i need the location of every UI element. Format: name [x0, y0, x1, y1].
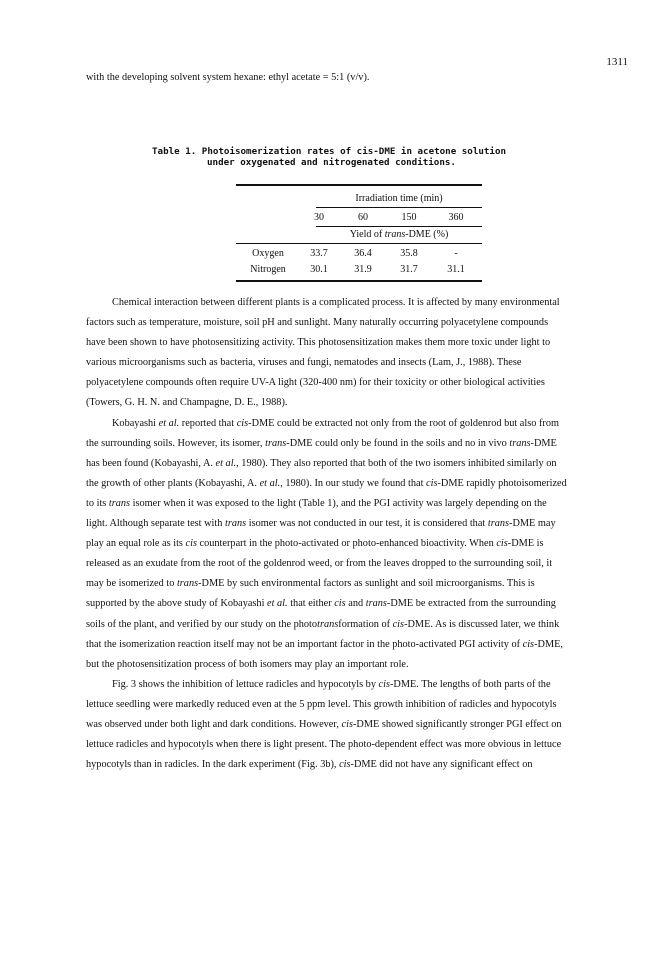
text-line: the growth of other plants (Kobayashi, A. et al., 1980). In our study we found that cis-DME rapidly photoisomerized [86, 477, 567, 489]
table-cell: 31.1 [447, 264, 465, 275]
table-cell: 31.9 [354, 264, 372, 275]
table-caption [152, 146, 552, 168]
text-line: play an equal role as its cis counterpart in the photo-activated or photo-enhanced bioactivity. When cis-DME is [86, 538, 544, 550]
paragraph-2 [86, 414, 626, 675]
table-cell: 36.4 [354, 248, 372, 259]
page-number: 1311 [606, 56, 628, 68]
text-line: Fig. 3 shows the inhibition of lettuce radicles and hypocotyls by cis-DME. The lengths of both parts of the [112, 678, 551, 690]
text-line: supported by the above study of Kobayashi et al. that either cis and trans-DME be extracted from the surrounding [86, 598, 556, 610]
text-line: released as an exudate from the root of the goldenrod weed, or from the leaves dropped to the surrounding soil, it [86, 558, 553, 570]
text-line: the surrounding soils. However, its isomer, trans-DME could only be found in the soils and no in vivo trans-DME [86, 437, 557, 449]
table-middle-rule [236, 243, 482, 244]
table-caption-line-1: Table 1. Photoisomerization rates of cis-DME in acetone solution [152, 146, 507, 157]
text-line: may be isomerized to trans-DME by such environmental factors as sunlight and soil microorganisms. This is [86, 578, 535, 590]
body-text [86, 293, 626, 775]
table-top-rule [236, 184, 482, 186]
table-spanner-rule [316, 207, 482, 208]
table-header-time: 30 [314, 212, 324, 223]
intro-line: with the developing solvent system hexane: ethyl acetate = 5:1 (v/v). [86, 72, 370, 83]
table-cell: 35.8 [400, 248, 418, 259]
table-row-label: Nitrogen [250, 264, 286, 275]
table-yield-label: Yield of trans-DME (%) [349, 229, 449, 240]
paragraph-1 [86, 293, 626, 414]
text-line: Chemical interaction between different plants is a complicated process. It is affected by many environmental [112, 297, 560, 308]
table-header-rule [316, 226, 482, 227]
text-line: to its trans isomer when it was exposed to the light (Table 1), and the PGI activity was largely depending on the [86, 497, 547, 509]
text-line: light. Although separate test with trans isomer was not conducted in our test, it is considered that trans-DME may [86, 518, 556, 530]
text-line: polyacetylene compounds often require UV-A light (320-400 nm) for their toxicity or other biological activities [86, 377, 545, 389]
table-header-time: 60 [358, 212, 368, 223]
text-line: factors such as temperature, moisture, soil pH and sunlight. Many naturally occurring polyacetylene compounds [86, 317, 549, 329]
text-line: lettuce seedling were markedly reduced even at the 5 ppm level. This growth inhibition of radicles and hypocotyls [86, 698, 557, 710]
paragraph-3 [86, 675, 626, 775]
text-line: hypocotyls than in radicles. In the dark experiment (Fig. 3b), cis-DME did not have any significant effect on [86, 759, 533, 771]
table-row-label: Oxygen [252, 248, 284, 259]
text-line: was observed under both light and dark conditions. However, cis-DME showed significantly stronger PGI effect on [86, 718, 562, 730]
table-caption-line-2: under oxygenated and nitrogenated conditions. [207, 157, 456, 168]
text-line: (Towers, G. H. N. and Champagne, D. E., 1988). [86, 397, 288, 409]
text-line: that the isomerization reaction itself may not be an important factor in the photo-activated PGI activity of cis-DME, [86, 638, 563, 650]
table-spanner-header: Irradiation time (min) [355, 193, 443, 204]
text-line: lettuce radicles and hypocotyls when there is light present. The photo-dependent effect was more obvious in lettuce [86, 739, 562, 751]
table-cell: 33.7 [310, 248, 328, 259]
table-cell: - [454, 248, 458, 259]
table-bottom-rule [236, 280, 482, 282]
text-line: have been shown to have photosensitizing activity. This photosensitization makes them more toxic under light to [86, 337, 551, 349]
table-cell: 30.1 [310, 264, 328, 275]
text-line: but the photosensitization process of both isomers may play an important role. [86, 658, 409, 670]
table-header-time: 360 [448, 212, 464, 223]
text-line: has been found (Kobayashi, A. et al., 1980). They also reported that both of the two isomers inhibited similarly on [86, 457, 557, 469]
table-cell: 31.7 [400, 264, 418, 275]
text-line: Kobayashi et al. reported that cis-DME could be extracted not only from the root of goldenrod but also from [112, 417, 559, 429]
text-line: soils of the plant, and verified by our study on the phototransformation of cis-DME. As is discussed later, we think [86, 618, 560, 630]
text-line: various microorganisms such as bacteria, viruses and fungi, nematodes and insects (Lam, J., 1988). These [86, 357, 522, 369]
table-header-time: 150 [401, 212, 417, 223]
